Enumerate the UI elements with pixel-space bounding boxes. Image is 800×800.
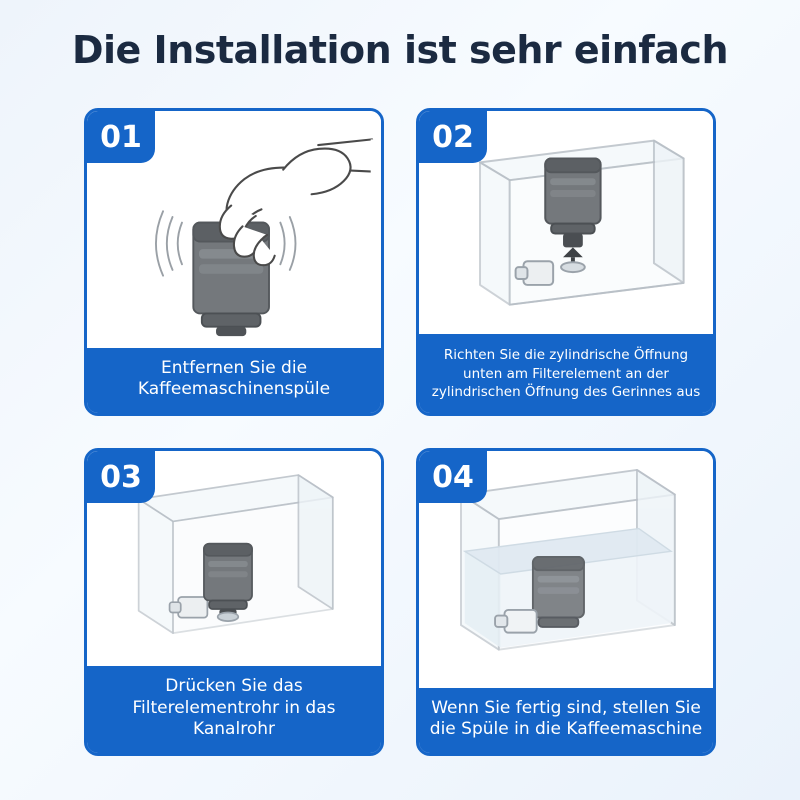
step-illustration-01 [87,111,381,348]
step-card-02 [416,108,716,416]
page-title: Die Installation ist sehr einfach [71,28,728,72]
step-caption-01: Entfernen Sie die Kaffeemaschinenspüle [87,348,381,414]
step-caption-03: Drücken Sie das Filterelementrohr in das Kanalrohr [87,666,381,753]
step-caption-04: Wenn Sie fertig sind, stellen Sie die Spüle in die Kaffeemaschine [419,688,713,754]
step-illustration-04 [419,451,713,688]
step-caption-02: Richten Sie die zylindrische Öffnung unten am Filterelement an der zylindrischen Öffnung des Gerinnes aus [419,334,713,413]
step-number-badge-01: 01 [87,111,155,163]
step-illustration-03 [87,451,381,666]
step-illustration-02 [419,111,713,334]
step-card-03 [84,448,384,756]
step-card-01 [84,108,384,416]
steps-grid [84,108,716,756]
step-number-badge-03: 03 [87,451,155,503]
step-number-badge-02: 02 [419,111,487,163]
step-card-04 [416,448,716,756]
step-number-badge-04: 04 [419,451,487,503]
